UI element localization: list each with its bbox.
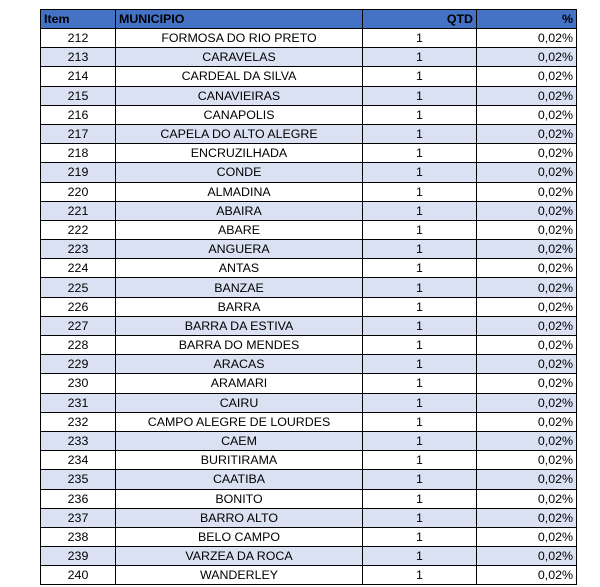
cell-qtd: 1 xyxy=(363,163,477,182)
table-row xyxy=(41,124,577,143)
table-row xyxy=(41,259,577,278)
cell-item: 233 xyxy=(41,431,116,450)
cell-municipio: CAIRU xyxy=(116,393,363,412)
table-row xyxy=(41,355,577,374)
cell-percent: 0,02% xyxy=(477,336,577,355)
cell-qtd: 1 xyxy=(363,297,477,316)
cell-percent: 0,02% xyxy=(477,547,577,566)
cell-item: 226 xyxy=(41,297,116,316)
cell-qtd: 1 xyxy=(363,220,477,239)
header-qtd: QTD xyxy=(363,10,477,29)
table-row xyxy=(41,470,577,489)
cell-percent: 0,02% xyxy=(477,124,577,143)
cell-item: 221 xyxy=(41,201,116,220)
cell-municipio: CANAPOLIS xyxy=(116,105,363,124)
table-row xyxy=(41,48,577,67)
cell-item: 239 xyxy=(41,547,116,566)
cell-percent: 0,02% xyxy=(477,431,577,450)
cell-percent: 0,02% xyxy=(477,470,577,489)
cell-qtd: 1 xyxy=(363,124,477,143)
cell-qtd: 1 xyxy=(363,29,477,48)
municipio-table-sheet xyxy=(40,9,576,585)
table-row xyxy=(41,144,577,163)
table-row xyxy=(41,278,577,297)
table-row xyxy=(41,182,577,201)
cell-municipio: WANDERLEY xyxy=(116,566,363,585)
cell-qtd: 1 xyxy=(363,431,477,450)
municipio-table xyxy=(40,9,577,585)
cell-qtd: 1 xyxy=(363,144,477,163)
cell-percent: 0,02% xyxy=(477,201,577,220)
cell-item: 230 xyxy=(41,374,116,393)
cell-qtd: 1 xyxy=(363,547,477,566)
header-municipio: MUNICIPIO xyxy=(116,10,363,29)
cell-municipio: ANGUERA xyxy=(116,240,363,259)
cell-municipio: ALMADINA xyxy=(116,182,363,201)
cell-percent: 0,02% xyxy=(477,29,577,48)
cell-qtd: 1 xyxy=(363,182,477,201)
cell-percent: 0,02% xyxy=(477,220,577,239)
cell-municipio: BURITIRAMA xyxy=(116,451,363,470)
cell-qtd: 1 xyxy=(363,48,477,67)
cell-item: 213 xyxy=(41,48,116,67)
cell-municipio: CANAVIEIRAS xyxy=(116,86,363,105)
cell-item: 228 xyxy=(41,336,116,355)
table-row xyxy=(41,240,577,259)
cell-item: 224 xyxy=(41,259,116,278)
cell-percent: 0,02% xyxy=(477,451,577,470)
table-row xyxy=(41,547,577,566)
cell-item: 222 xyxy=(41,220,116,239)
cell-item: 223 xyxy=(41,240,116,259)
cell-municipio: ENCRUZILHADA xyxy=(116,144,363,163)
cell-item: 215 xyxy=(41,86,116,105)
table-row xyxy=(41,451,577,470)
table-row xyxy=(41,297,577,316)
table-row xyxy=(41,316,577,335)
cell-municipio: BONITO xyxy=(116,489,363,508)
cell-item: 225 xyxy=(41,278,116,297)
cell-percent: 0,02% xyxy=(477,182,577,201)
header-item: Item xyxy=(41,10,116,29)
cell-item: 234 xyxy=(41,451,116,470)
table-row xyxy=(41,163,577,182)
cell-municipio: ARAMARI xyxy=(116,374,363,393)
cell-item: 212 xyxy=(41,29,116,48)
cell-percent: 0,02% xyxy=(477,316,577,335)
cell-qtd: 1 xyxy=(363,86,477,105)
cell-percent: 0,02% xyxy=(477,240,577,259)
cell-percent: 0,02% xyxy=(477,566,577,585)
cell-qtd: 1 xyxy=(363,566,477,585)
cell-percent: 0,02% xyxy=(477,163,577,182)
cell-municipio: CONDE xyxy=(116,163,363,182)
cell-qtd: 1 xyxy=(363,489,477,508)
cell-percent: 0,02% xyxy=(477,105,577,124)
cell-qtd: 1 xyxy=(363,316,477,335)
cell-qtd: 1 xyxy=(363,527,477,546)
cell-qtd: 1 xyxy=(363,201,477,220)
cell-item: 216 xyxy=(41,105,116,124)
cell-qtd: 1 xyxy=(363,355,477,374)
table-row xyxy=(41,105,577,124)
cell-percent: 0,02% xyxy=(477,144,577,163)
cell-municipio: ANTAS xyxy=(116,259,363,278)
header-row xyxy=(41,10,577,29)
cell-item: 235 xyxy=(41,470,116,489)
table-row xyxy=(41,220,577,239)
cell-percent: 0,02% xyxy=(477,259,577,278)
table-row xyxy=(41,431,577,450)
cell-item: 238 xyxy=(41,527,116,546)
cell-municipio: BARRO ALTO xyxy=(116,508,363,527)
table-row xyxy=(41,393,577,412)
cell-item: 217 xyxy=(41,124,116,143)
cell-qtd: 1 xyxy=(363,336,477,355)
header-percent: % xyxy=(477,10,577,29)
cell-municipio: CAATIBA xyxy=(116,470,363,489)
cell-qtd: 1 xyxy=(363,105,477,124)
cell-item: 218 xyxy=(41,144,116,163)
cell-qtd: 1 xyxy=(363,412,477,431)
cell-qtd: 1 xyxy=(363,508,477,527)
cell-item: 240 xyxy=(41,566,116,585)
cell-percent: 0,02% xyxy=(477,374,577,393)
cell-percent: 0,02% xyxy=(477,67,577,86)
cell-item: 219 xyxy=(41,163,116,182)
cell-item: 220 xyxy=(41,182,116,201)
table-row xyxy=(41,86,577,105)
cell-municipio: BARRA DO MENDES xyxy=(116,336,363,355)
table-row xyxy=(41,566,577,585)
table-row xyxy=(41,336,577,355)
cell-item: 227 xyxy=(41,316,116,335)
cell-qtd: 1 xyxy=(363,278,477,297)
cell-percent: 0,02% xyxy=(477,393,577,412)
table-row xyxy=(41,201,577,220)
cell-qtd: 1 xyxy=(363,393,477,412)
cell-item: 232 xyxy=(41,412,116,431)
cell-percent: 0,02% xyxy=(477,278,577,297)
cell-percent: 0,02% xyxy=(477,86,577,105)
cell-municipio: CAPELA DO ALTO ALEGRE xyxy=(116,124,363,143)
cell-item: 214 xyxy=(41,67,116,86)
cell-municipio: CARAVELAS xyxy=(116,48,363,67)
cell-municipio: BARRA xyxy=(116,297,363,316)
cell-qtd: 1 xyxy=(363,259,477,278)
cell-municipio: FORMOSA DO RIO PRETO xyxy=(116,29,363,48)
table-header xyxy=(41,10,577,29)
cell-qtd: 1 xyxy=(363,451,477,470)
table-row xyxy=(41,412,577,431)
cell-municipio: CARDEAL DA SILVA xyxy=(116,67,363,86)
cell-municipio: BELO CAMPO xyxy=(116,527,363,546)
table-row xyxy=(41,508,577,527)
table-body xyxy=(41,29,577,585)
cell-municipio: BARRA DA ESTIVA xyxy=(116,316,363,335)
table-row xyxy=(41,374,577,393)
cell-percent: 0,02% xyxy=(477,508,577,527)
cell-municipio: VARZEA DA ROCA xyxy=(116,547,363,566)
cell-qtd: 1 xyxy=(363,374,477,393)
cell-item: 229 xyxy=(41,355,116,374)
cell-percent: 0,02% xyxy=(477,489,577,508)
cell-percent: 0,02% xyxy=(477,355,577,374)
cell-percent: 0,02% xyxy=(477,297,577,316)
cell-item: 231 xyxy=(41,393,116,412)
cell-municipio: ABARE xyxy=(116,220,363,239)
cell-municipio: ABAIRA xyxy=(116,201,363,220)
table-row xyxy=(41,527,577,546)
cell-percent: 0,02% xyxy=(477,48,577,67)
table-row xyxy=(41,489,577,508)
cell-municipio: CAMPO ALEGRE DE LOURDES xyxy=(116,412,363,431)
cell-qtd: 1 xyxy=(363,67,477,86)
cell-item: 236 xyxy=(41,489,116,508)
cell-percent: 0,02% xyxy=(477,412,577,431)
cell-percent: 0,02% xyxy=(477,527,577,546)
cell-municipio: ARACAS xyxy=(116,355,363,374)
table-row xyxy=(41,67,577,86)
cell-municipio: BANZAE xyxy=(116,278,363,297)
table-row xyxy=(41,29,577,48)
cell-qtd: 1 xyxy=(363,470,477,489)
cell-item: 237 xyxy=(41,508,116,527)
cell-qtd: 1 xyxy=(363,240,477,259)
cell-municipio: CAEM xyxy=(116,431,363,450)
